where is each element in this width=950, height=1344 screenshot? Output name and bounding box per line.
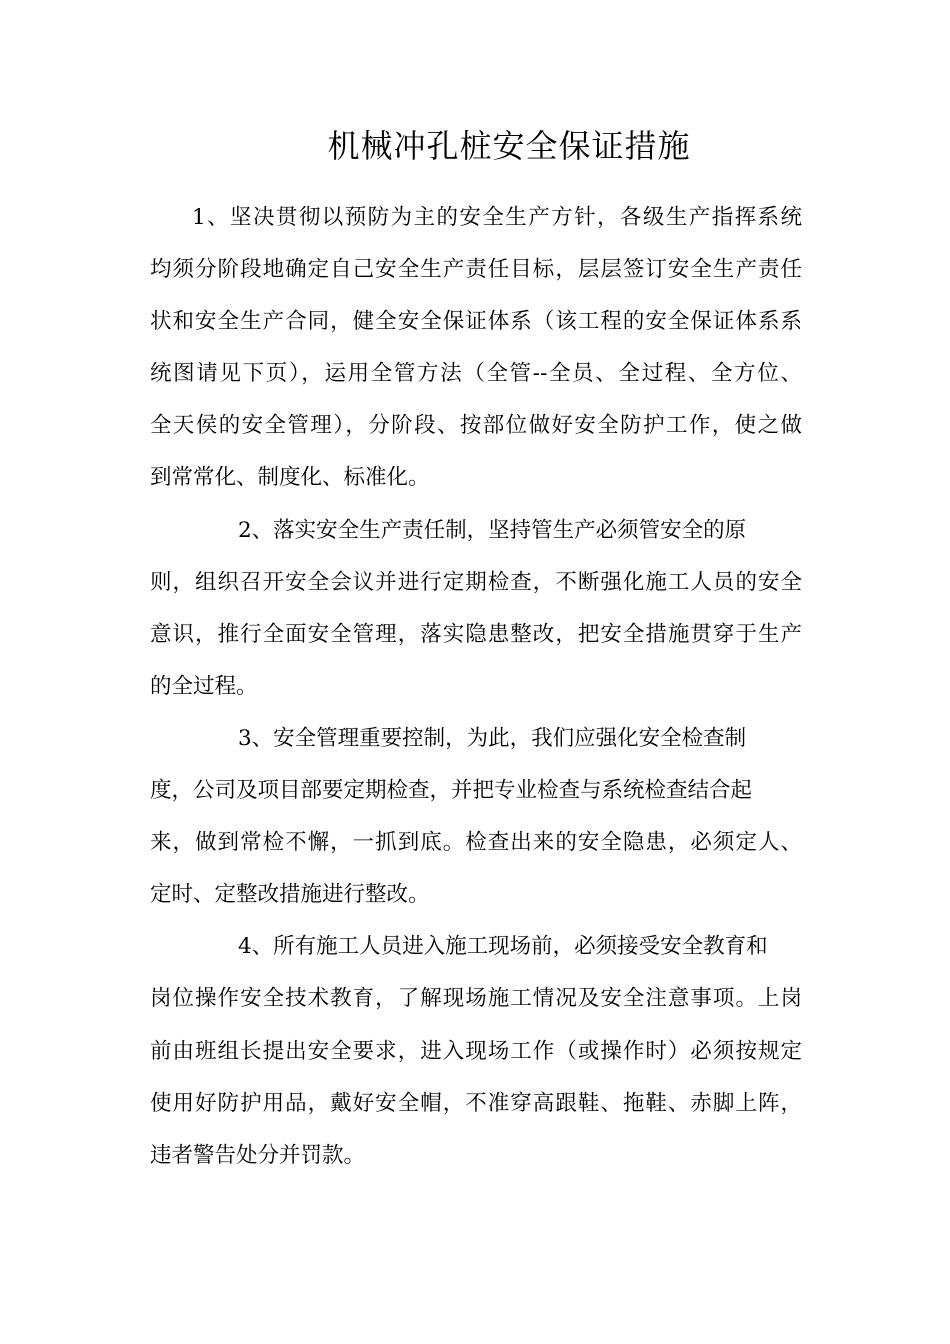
paragraph-line: 4、所有施工人员进入施工现场前，必须接受安全教育和 [238,934,768,960]
paragraph-line: 违者警告处分并罚款。 [150,1142,366,1168]
paragraph-line: 意识，推行全面安全管理，落实隐患整改，把安全措施贯穿于生产 [150,621,802,647]
paragraph-line: 来，做到常检不懈，一抓到底。检查出来的安全隐患，必须定人、 [150,830,802,856]
paragraph-line: 状和安全生产合同，健全安全保证体系（该工程的安全保证体系系 [150,309,802,335]
paragraph-line: 岗位操作安全技术教育，了解现场施工情况及安全注意事项。上岗 [150,986,802,1012]
paragraph-3 [150,713,802,921]
paragraph-line: 前由班组长提出安全要求，进入现场工作（或操作时）必须按规定 [150,1038,802,1064]
paragraph-line: 定时、定整改措施进行整改。 [150,882,430,908]
paragraph-line: 均须分阶段地确定自己安全生产责任目标，层层签订安全生产责任 [150,257,802,283]
paragraph-line: 的全过程。 [150,673,258,699]
paragraph-line: 则，组织召开安全会议并进行定期检查，不断强化施工人员的安全 [150,569,802,595]
paragraph-1 [150,192,802,505]
paragraph-line: 使用好防护用品，戴好安全帽，不准穿高跟鞋、拖鞋、赤脚上阵， [150,1090,802,1116]
paragraph-line: 3、安全管理重要控制，为此，我们应强化安全检查制 [238,725,747,751]
paragraph-line: 全天侯的安全管理），分阶段、按部位做好安全防护工作，使之做 [150,413,802,439]
paragraph-line: 到常常化、制度化、标准化。 [150,465,430,491]
document-body [150,192,802,1182]
paragraph-line: 度，公司及项目部要定期检查，并把专业检查与系统检查结合起 [150,778,753,804]
paragraph-2 [150,505,802,713]
paragraph-line: 统图请见下页），运用全管方法（全管--全员、全过程、全方位、 [150,361,802,387]
paragraph-4 [150,921,802,1181]
paragraph-line: 2、落实安全生产责任制，坚持管生产必须管安全的原 [238,517,747,543]
paragraph-line: 1、坚决贯彻以预防为主的安全生产方针，各级生产指挥系统 [192,205,802,230]
document-title: 机械冲孔桩安全保证措施 [327,127,691,165]
